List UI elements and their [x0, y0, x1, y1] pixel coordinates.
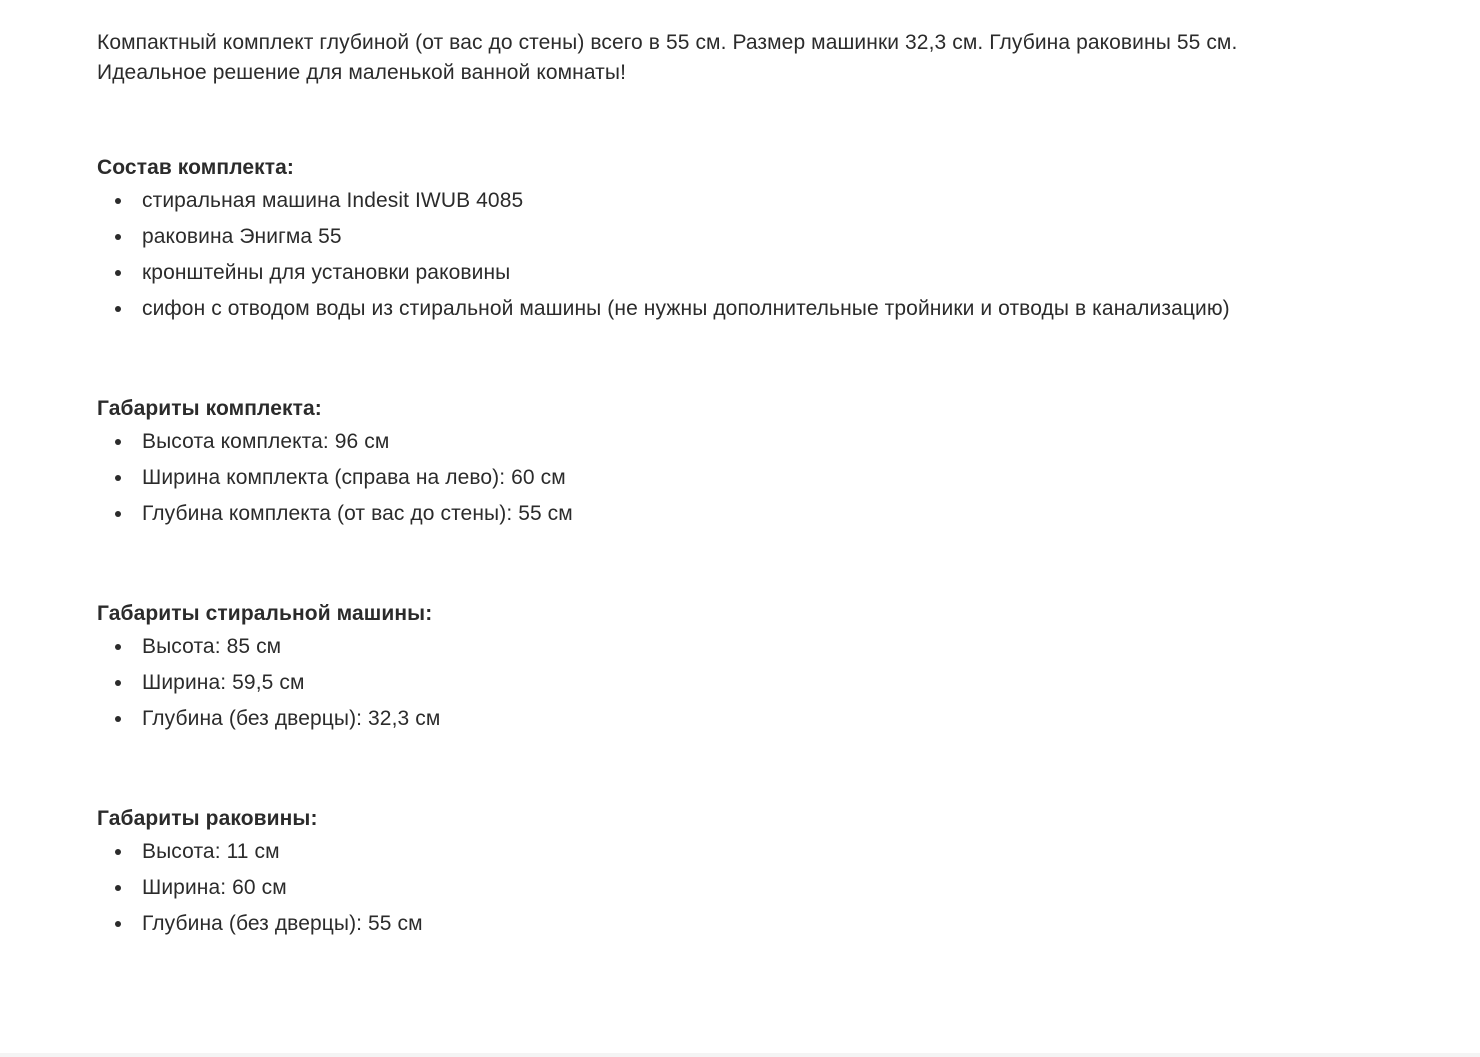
bullet-icon: [115, 439, 121, 445]
list-item: Глубина (без дверцы): 55 см: [97, 906, 1397, 942]
bullet-icon: [115, 475, 121, 481]
section-title-kit-contents: Состав комплекта:: [97, 156, 295, 179]
product-description: [97, 28, 1397, 942]
bullet-icon: [115, 234, 121, 240]
bullet-icon: [115, 921, 121, 927]
list-item: раковина Энигма 55: [97, 219, 1397, 255]
intro-line: Компактный комплект глубиной (от вас до стены) всего в 55 см. Размер машинки 32,3 см. Глубина раковины 55 см.: [97, 31, 1238, 54]
list-item: сифон с отводом воды из стиральной машины (не нужны дополнительные тройники и отводы в канализацию): [97, 291, 1397, 327]
bottom-divider: [0, 1053, 1480, 1057]
list-item: кронштейны для установки раковины: [97, 255, 1397, 291]
bullet-icon: [115, 849, 121, 855]
kit-contents-list: [97, 183, 1397, 327]
sink-dimensions-list: [97, 834, 1397, 942]
bullet-icon: [115, 716, 121, 722]
list-item: Высота комплекта: 96 см: [97, 424, 1397, 460]
list-item: Ширина: 60 см: [97, 870, 1397, 906]
bullet-icon: [115, 885, 121, 891]
kit-dimensions-list: [97, 424, 1397, 532]
section-title-kit-dimensions: Габариты комплекта:: [97, 397, 322, 420]
list-item: стиральная машина Indesit IWUB 4085: [97, 183, 1397, 219]
list-item: Высота: 85 см: [97, 629, 1397, 665]
list-item: Ширина: 59,5 см: [97, 665, 1397, 701]
bullet-icon: [115, 511, 121, 517]
list-item: Глубина комплекта (от вас до стены): 55 см: [97, 496, 1397, 532]
section-title-sink-dimensions: Габариты раковины:: [97, 807, 318, 830]
list-item: Ширина комплекта (справа на лево): 60 см: [97, 460, 1397, 496]
bullet-icon: [115, 644, 121, 650]
bullet-icon: [115, 680, 121, 686]
bullet-icon: [115, 306, 121, 312]
list-item: Высота: 11 см: [97, 834, 1397, 870]
bullet-icon: [115, 270, 121, 276]
section-title-washer-dimensions: Габариты стиральной машины:: [97, 602, 433, 625]
intro-paragraph: [97, 28, 1397, 88]
intro-line: Идеальное решение для маленькой ванной комнаты!: [97, 61, 627, 84]
list-item: Глубина (без дверцы): 32,3 см: [97, 701, 1397, 737]
bullet-icon: [115, 198, 121, 204]
washer-dimensions-list: [97, 629, 1397, 737]
